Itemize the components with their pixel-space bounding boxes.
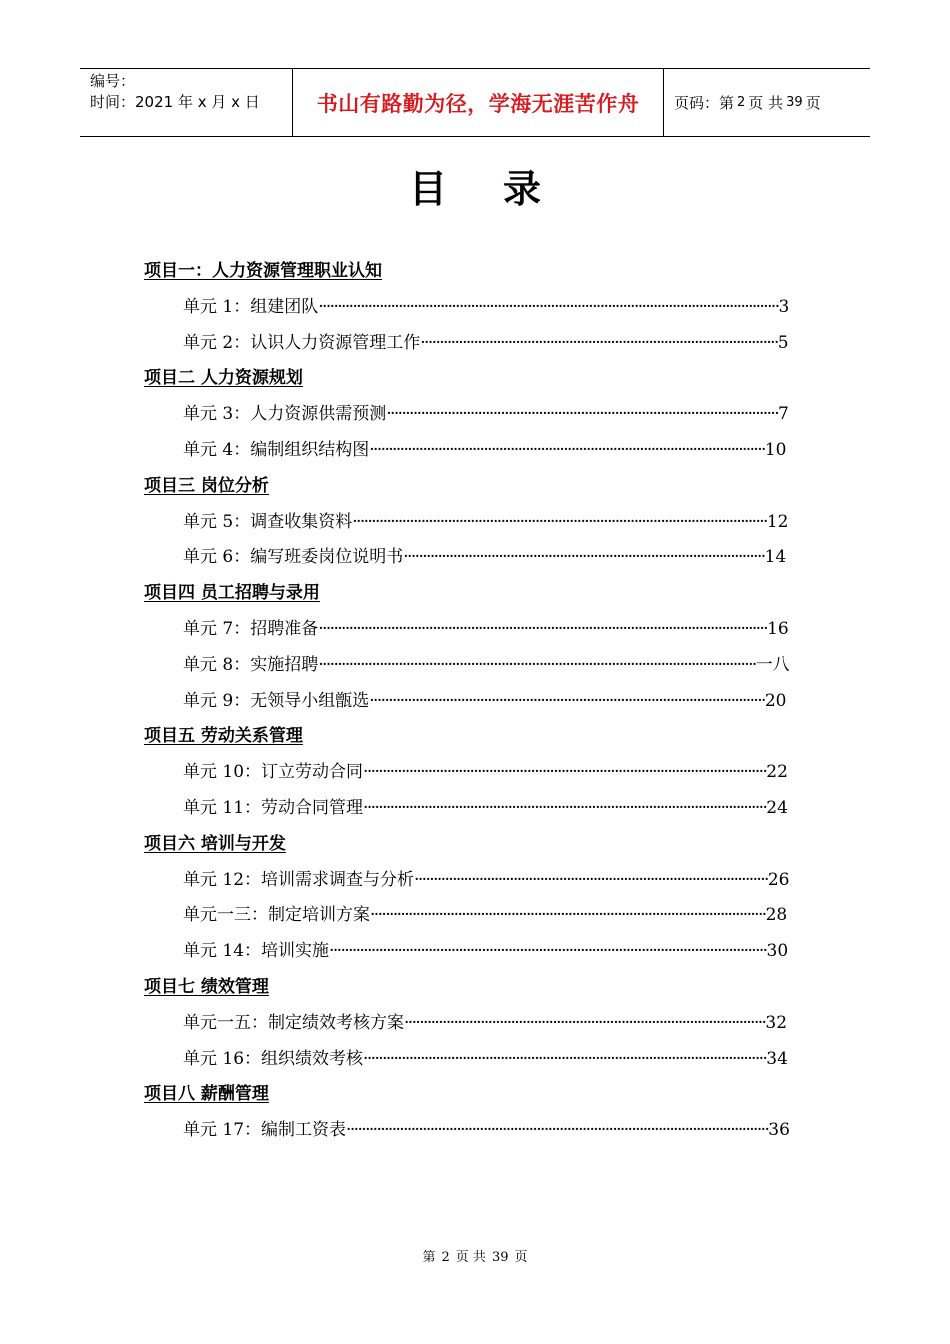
toc-unit-label: 单元 2：认识人力资源管理工作 [183,333,421,353]
toc-unit-label: 单元 11：劳动合同管理 [183,798,364,818]
toc-page-number: 36 [768,1120,790,1140]
toc-unit-label: 单元 8：实施招聘 [183,655,319,675]
toc-page-number: 10 [764,440,787,460]
toc-leader-dots: ··················································································································· [318,655,756,675]
toc-unit-label: 单元 1：组建团队 [183,297,319,317]
header-page-number: 2 [737,95,746,110]
title-char-2: 录 [503,167,542,211]
header-page-total: 39 [786,95,803,110]
toc-leader-dots: ····························································································· [414,870,768,890]
toc-project-heading[interactable]: 项目五 劳动关系管理 [144,726,303,746]
title-char-1: 目 [408,167,447,211]
toc-unit-entry[interactable] [183,793,788,818]
toc-page-number: 34 [766,1049,788,1069]
toc-unit-label: 单元 16：组织绩效考核 [183,1049,364,1069]
toc-project-heading[interactable]: 项目一：人力资源管理职业认知 [144,261,382,281]
toc-unit-label: 单元 10：订立劳动合同 [183,762,364,782]
toc-unit-label: 单元 12：培训需求调查与分析 [183,870,415,890]
toc-leader-dots: ··············································································································· [346,1120,769,1140]
toc-leader-dots: ······················································································································ [318,619,768,639]
toc-unit-label: 单元 4：编制组织结构图 [183,440,370,460]
toc-unit-entry[interactable] [183,865,789,890]
toc-unit-entry[interactable] [183,686,786,711]
toc-page-number: 3 [778,297,790,317]
toc-page-number: 14 [764,547,787,567]
toc-unit-label: 单元一五：制定绩效考核方案 [183,1013,404,1033]
toc-page-number: 22 [766,762,788,782]
toc-unit-entry[interactable] [183,900,787,925]
toc-unit-label: 单元 3：人力资源供需预测 [183,404,387,424]
toc-unit-label: 单元 14：培训实施 [183,941,330,961]
toc-page-number: 12 [766,512,789,532]
toc-leader-dots: ········································································································ [369,440,765,460]
toc-unit-label: 单元 17：编制工资表 [183,1120,347,1140]
toc-unit-label: 单元 7：招聘准备 [183,619,319,639]
toc-page-number: 30 [766,941,789,961]
toc-project-heading[interactable]: 项目七 绩效管理 [144,977,269,997]
toc-unit-entry[interactable] [183,757,788,782]
toc-project-heading[interactable]: 项目二 人力资源规划 [144,368,303,388]
toc-unit-entry[interactable] [183,1115,790,1140]
footer-page-total: 39 [491,1250,509,1265]
toc-leader-dots: ·········································································································· [363,762,767,782]
toc-unit-entry[interactable] [183,614,789,639]
footer-page-number: 2 [441,1250,450,1265]
toc-unit-entry[interactable] [183,542,786,567]
toc-leader-dots: ······························································································ [420,333,778,353]
toc-project-heading[interactable]: 项目六 培训与开发 [144,834,286,854]
page-header [80,68,870,137]
header-page-mid: 页 共 [748,94,784,112]
toc-unit-entry[interactable] [183,936,788,961]
toc-leader-dots: ········································································································ [370,905,766,925]
toc-page-number: 20 [764,691,787,711]
toc-leader-dots: ·········································································································· [363,798,767,818]
toc-page-number: 24 [766,798,788,818]
toc-page-number: 7 [778,404,789,424]
header-meta [80,69,292,136]
toc-page-number: 16 [767,619,789,639]
footer-prefix: 第 [422,1250,436,1265]
toc-leader-dots: ······································································································· [386,404,779,424]
header-page-info [664,69,870,136]
toc-leader-dots: ······························································································· [404,1013,766,1033]
toc-page-number: 26 [767,870,790,890]
toc-unit-label: 单元 5：调查收集资料 [183,512,353,532]
toc-unit-entry[interactable] [183,435,786,460]
header-page-end: 页 [805,94,821,112]
toc-unit-label: 单元 6：编写班委岗位说明书 [183,547,404,567]
toc-project-heading[interactable]: 项目四 员工招聘与录用 [144,583,320,603]
toc-unit-entry[interactable] [183,292,789,317]
toc-leader-dots: ·········································································································· [363,1049,767,1069]
toc-page-number: 一八 [755,655,790,675]
header-motto: 书山有路勤为径，学海无涯苦作舟 [292,69,664,136]
toc-unit-entry[interactable] [183,399,789,424]
header-page-label: 页码：第 [674,94,735,112]
page-footer [0,1246,950,1265]
toc-unit-entry[interactable] [183,507,789,532]
toc-leader-dots: ··················································································································· [329,941,767,961]
toc-leader-dots: ······························································································· [403,547,765,567]
page-title [0,158,950,213]
toc-project-heading[interactable]: 项目三 岗位分析 [144,476,269,496]
toc-leader-dots: ························································································································· [318,297,779,317]
toc-page-number: 28 [765,905,788,925]
toc-leader-dots: ············································································································· [352,512,767,532]
document-number-label: 编号： [90,72,136,90]
toc-page-number: 5 [777,333,789,353]
footer-end: 页 [514,1250,528,1265]
toc-project-heading[interactable]: 项目八 薪酬管理 [144,1084,269,1104]
toc-unit-entry[interactable] [183,1008,787,1033]
toc-unit-entry[interactable] [183,328,789,353]
document-time-label: 时间：2021 年 x 月 x 日 [90,93,260,111]
toc-unit-label: 单元 9：无领导小组甑选 [183,691,370,711]
toc-leader-dots: ········································································································ [369,691,765,711]
toc-unit-label: 单元一三：制定培训方案 [183,905,370,925]
footer-mid: 页 共 [455,1250,486,1265]
toc-unit-entry[interactable] [183,650,790,675]
toc-page-number: 32 [765,1013,788,1033]
toc-unit-entry[interactable] [183,1044,788,1069]
